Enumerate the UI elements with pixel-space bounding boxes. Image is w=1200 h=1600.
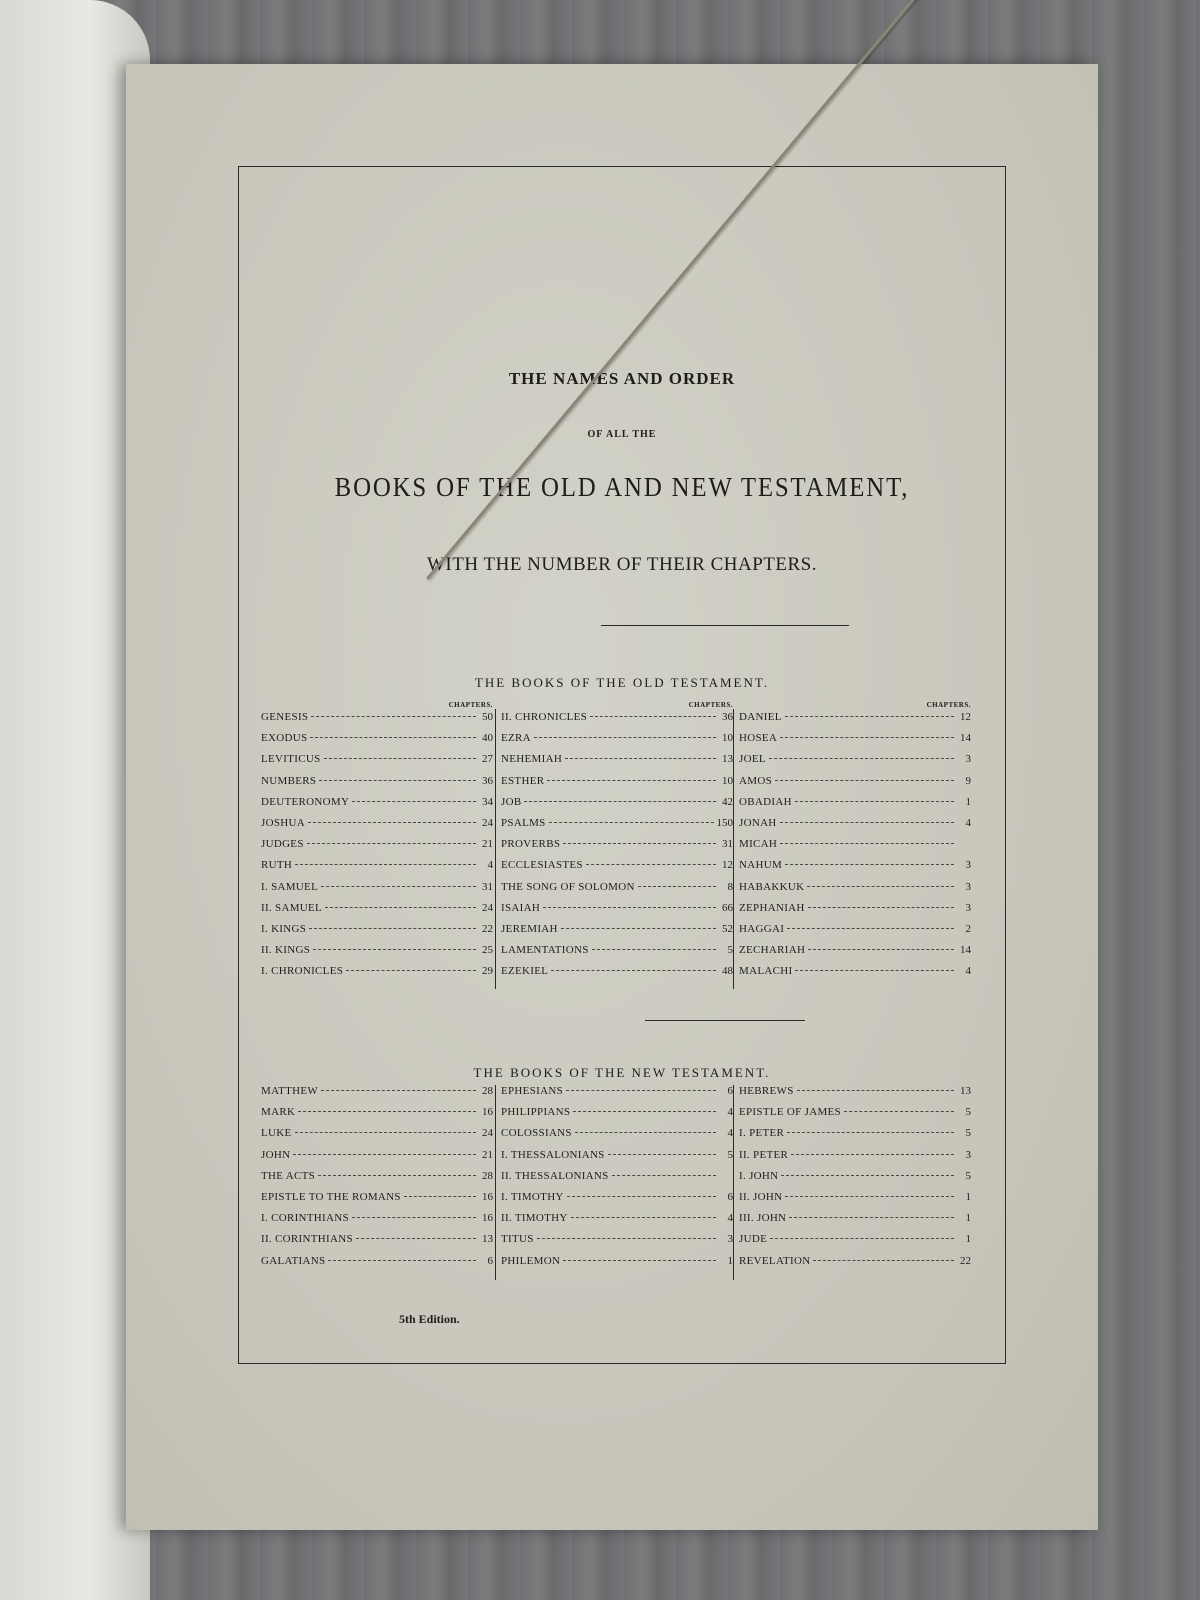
leader-dots <box>573 1111 716 1112</box>
chapter-count: 28 <box>482 1085 493 1097</box>
book-name: HAGGAI <box>739 922 785 935</box>
book-name: II. KINGS <box>261 944 311 957</box>
leader-dots <box>346 970 476 971</box>
book-name: I. KINGS <box>261 922 307 935</box>
chapter-count: 14 <box>960 944 971 957</box>
book-name: AMOS <box>739 774 772 787</box>
book-name: I. THESSALONIANS <box>501 1148 605 1161</box>
leader-dots <box>775 780 954 781</box>
leader-dots <box>308 822 476 823</box>
leader-dots <box>780 737 954 738</box>
chapter-count: 24 <box>482 816 493 829</box>
book-name: II. PETER <box>739 1148 789 1161</box>
leader-dots <box>769 758 954 759</box>
book-row <box>739 1170 971 1191</box>
book-name: III. JOHN <box>739 1212 787 1225</box>
book-name: DANIEL <box>739 711 782 723</box>
chapter-count: 5 <box>965 1106 971 1119</box>
leader-dots <box>844 1111 954 1112</box>
book-name: LUKE <box>261 1127 292 1140</box>
book-name: DEUTERONOMY <box>261 795 350 808</box>
book-name: I. SAMUEL <box>261 880 319 893</box>
book-name: I. JOHN <box>739 1169 779 1182</box>
leader-dots <box>787 1132 954 1133</box>
book-name: HOSEA <box>739 732 778 745</box>
book-row <box>501 1149 733 1170</box>
book-row <box>501 753 733 774</box>
leader-dots <box>808 949 954 950</box>
leader-dots <box>298 1111 476 1112</box>
book-row <box>739 1212 971 1233</box>
book-name: I. PETER <box>739 1127 785 1140</box>
book-row <box>261 1212 493 1233</box>
book-row <box>501 1191 733 1212</box>
leader-dots <box>795 801 954 802</box>
book-name: MICAH <box>739 838 778 851</box>
chapter-count: 3 <box>965 753 971 766</box>
chapter-count: 29 <box>482 965 493 978</box>
book-row <box>739 881 971 902</box>
leader-dots <box>791 1154 954 1155</box>
chapter-count: 4 <box>965 816 971 829</box>
chapter-count: 24 <box>482 1127 493 1140</box>
book-name: GENESIS <box>261 711 309 723</box>
leader-dots <box>563 1260 716 1261</box>
leader-dots <box>608 1154 716 1155</box>
chapter-count: 13 <box>722 753 733 766</box>
leader-dots <box>789 1217 954 1218</box>
leader-dots <box>404 1196 476 1197</box>
book-name: EZRA <box>501 732 531 745</box>
book-row <box>739 1127 971 1148</box>
book-row <box>739 1191 971 1212</box>
chapter-count: 9 <box>965 774 971 787</box>
book-name: OBADIAH <box>739 795 792 808</box>
leader-dots <box>295 1132 476 1133</box>
book-row <box>739 1149 971 1170</box>
book-row <box>501 902 733 923</box>
leader-dots <box>586 864 716 865</box>
leader-dots <box>324 758 476 759</box>
leader-dots <box>319 780 476 781</box>
leader-dots <box>325 907 476 908</box>
book-name: II. TIMOTHY <box>501 1212 568 1225</box>
leader-dots <box>780 843 954 844</box>
book-row <box>501 1255 733 1276</box>
book-name: MATTHEW <box>261 1085 319 1097</box>
chapters-column-header: CHAPTERS. <box>926 701 971 709</box>
chapter-count: 27 <box>482 753 493 766</box>
leader-dots <box>780 822 954 823</box>
chapter-count: 12 <box>722 859 733 872</box>
book-column <box>261 1085 493 1276</box>
book-row <box>261 1127 493 1148</box>
chapter-count: 31 <box>482 880 493 893</box>
book-name: COLOSSIANS <box>501 1127 572 1140</box>
book-row <box>739 1085 971 1106</box>
divider-rule <box>645 1020 805 1021</box>
book-name: MARK <box>261 1106 296 1119</box>
book-row <box>261 1149 493 1170</box>
book-row <box>739 775 971 796</box>
book-name: ECCLESIASTES <box>501 859 583 872</box>
book-row <box>739 1106 971 1127</box>
leader-dots <box>590 716 716 717</box>
book-row <box>739 838 971 859</box>
book-row <box>261 902 493 923</box>
leader-dots <box>795 970 954 971</box>
book-name: II. CHRONICLES <box>501 711 588 723</box>
book-row <box>501 859 733 880</box>
leader-dots <box>566 1090 716 1091</box>
leader-dots <box>537 1238 716 1239</box>
leader-dots <box>551 970 716 971</box>
chapter-count: 13 <box>482 1233 493 1246</box>
title-line-4: WITH THE NUMBER OF THEIR CHAPTERS. <box>427 554 817 575</box>
chapter-count: 1 <box>727 1254 733 1267</box>
book-row <box>739 923 971 944</box>
book-row <box>501 1212 733 1233</box>
book-name: II. CORINTHIANS <box>261 1233 353 1246</box>
chapter-count: 14 <box>960 732 971 745</box>
leader-dots <box>524 801 716 802</box>
book-row <box>261 732 493 753</box>
book-row <box>261 1255 493 1276</box>
book-row <box>501 817 733 838</box>
leader-dots <box>328 1260 476 1261</box>
book-name: LAMENTATIONS <box>501 944 589 957</box>
edition-note: 5th Edition. <box>399 1312 460 1326</box>
book-row <box>261 965 493 986</box>
book-row <box>261 796 493 817</box>
book-row <box>261 1170 493 1191</box>
leader-dots <box>309 928 476 929</box>
book-name: EZEKIEL <box>501 965 549 978</box>
chapter-count: 52 <box>722 922 733 935</box>
chapter-count: 4 <box>965 965 971 978</box>
leader-dots <box>575 1132 716 1133</box>
chapter-count: 21 <box>482 1148 493 1161</box>
leader-dots <box>321 886 476 887</box>
chapter-count: 50 <box>482 711 493 723</box>
book-row <box>501 1170 733 1191</box>
book-column <box>261 701 493 986</box>
book-name: REVELATION <box>739 1254 811 1267</box>
column-divider <box>733 1085 734 1280</box>
leader-dots <box>321 1090 476 1091</box>
chapters-column-header: CHAPTERS. <box>688 701 733 709</box>
chapters-column-header: CHAPTERS. <box>448 701 493 709</box>
leader-dots <box>307 843 476 844</box>
leader-dots <box>543 907 716 908</box>
chapter-count: 3 <box>727 1233 733 1246</box>
book-name: THE ACTS <box>261 1169 316 1182</box>
book-name: II. THESSALONIANS <box>501 1169 609 1182</box>
book-row <box>739 859 971 880</box>
chapter-count: 4 <box>727 1106 733 1119</box>
leader-dots <box>781 1175 954 1176</box>
chapter-count: 12 <box>960 711 971 723</box>
book-name: HABAKKUK <box>739 880 805 893</box>
book-row <box>501 1085 733 1106</box>
chapter-count: 21 <box>482 838 493 851</box>
book-name: ISAIAH <box>501 901 541 914</box>
chapter-count: 40 <box>482 732 493 745</box>
chapter-count: 3 <box>965 880 971 893</box>
book-name: TITUS <box>501 1233 534 1246</box>
book-row <box>739 817 971 838</box>
book-column <box>501 1085 733 1276</box>
book-name: MALACHI <box>739 965 793 978</box>
book-name: JOSHUA <box>261 816 305 829</box>
chapter-count: 4 <box>727 1127 733 1140</box>
book-name: NUMBERS <box>261 774 317 787</box>
leader-dots <box>352 1217 476 1218</box>
book-row <box>739 732 971 753</box>
book-name: JUDGES <box>261 838 304 851</box>
book-name: ZEPHANIAH <box>739 901 805 914</box>
book-row <box>261 881 493 902</box>
leader-dots <box>571 1217 716 1218</box>
book-row <box>501 1106 733 1127</box>
chapter-count: 6 <box>727 1085 733 1097</box>
book-name: PHILEMON <box>501 1254 561 1267</box>
book-row <box>261 1106 493 1127</box>
chapter-count: 5 <box>727 944 733 957</box>
book-name: JEREMIAH <box>501 922 558 935</box>
chapter-count: 3 <box>965 859 971 872</box>
chapter-count: 4 <box>727 1212 733 1225</box>
leader-dots <box>770 1238 954 1239</box>
book-row <box>261 838 493 859</box>
book-name: EPISTLE TO THE ROMANS <box>261 1190 401 1203</box>
book-name: NAHUM <box>739 859 783 872</box>
leader-dots <box>534 737 716 738</box>
column-divider <box>495 709 496 989</box>
leader-dots <box>561 928 716 929</box>
leader-dots <box>565 758 716 759</box>
book-column <box>739 701 971 986</box>
book-row <box>739 753 971 774</box>
book-name: I. CHRONICLES <box>261 965 344 978</box>
book-name: II. SAMUEL <box>261 901 323 914</box>
leader-dots <box>638 886 716 887</box>
chapter-count: 28 <box>482 1169 493 1182</box>
book-name: EXODUS <box>261 732 308 745</box>
chapter-count: 16 <box>482 1190 493 1203</box>
leader-dots <box>549 822 714 823</box>
book-name: EPISTLE OF JAMES <box>739 1106 841 1119</box>
leader-dots <box>310 737 476 738</box>
chapter-count: 3 <box>965 1148 971 1161</box>
book-name: RUTH <box>261 859 293 872</box>
book-row <box>739 796 971 817</box>
book-row <box>261 1191 493 1212</box>
page-title: BOOKS OF THE OLD AND NEW TESTAMENT, <box>334 472 910 502</box>
leader-dots <box>311 716 476 717</box>
book-row <box>739 902 971 923</box>
book-name: JOHN <box>261 1148 291 1161</box>
chapter-count: 150 <box>716 816 733 829</box>
book-name: GALATIANS <box>261 1254 326 1267</box>
leader-dots <box>293 1154 476 1155</box>
book-column <box>739 1085 971 1276</box>
book-row <box>261 711 493 732</box>
book-row <box>501 965 733 986</box>
book-row <box>739 1255 971 1276</box>
book-name: JUDE <box>739 1233 768 1246</box>
book-row <box>261 944 493 965</box>
chapter-count: 8 <box>727 880 733 893</box>
book-row <box>501 711 733 732</box>
book-row <box>501 732 733 753</box>
book-row <box>261 753 493 774</box>
new-testament-heading: THE BOOKS OF THE NEW TESTAMENT. <box>473 1065 771 1080</box>
title-line-2: OF ALL THE <box>587 429 657 440</box>
book-row <box>501 881 733 902</box>
book-row <box>739 965 971 986</box>
book-name: LEVITICUS <box>261 753 321 766</box>
book-name: ESTHER <box>501 774 545 787</box>
chapter-count: 66 <box>722 901 733 914</box>
book-name: JONAH <box>739 816 777 829</box>
leader-dots <box>808 907 954 908</box>
book-row <box>739 1233 971 1254</box>
chapter-count: 16 <box>482 1212 493 1225</box>
chapter-count: 25 <box>482 944 493 957</box>
chapter-count: 16 <box>482 1106 493 1119</box>
book-name: HEBREWS <box>739 1085 794 1097</box>
leader-dots <box>785 716 954 717</box>
chapter-count: 31 <box>722 838 733 851</box>
leader-dots <box>807 886 954 887</box>
chapter-count: 22 <box>960 1254 971 1267</box>
chapter-count: 1 <box>965 1190 971 1203</box>
leader-dots <box>797 1090 954 1091</box>
book-name: I. CORINTHIANS <box>261 1212 349 1225</box>
book-row <box>501 944 733 965</box>
book-row <box>501 923 733 944</box>
book-row <box>261 859 493 880</box>
leader-dots <box>313 949 476 950</box>
book-name: NEHEMIAH <box>501 753 563 766</box>
book-name: II. JOHN <box>739 1190 783 1203</box>
chapter-count: 5 <box>965 1169 971 1182</box>
book-row <box>261 1233 493 1254</box>
leader-dots <box>352 801 476 802</box>
book-row <box>501 796 733 817</box>
book-row <box>739 944 971 965</box>
chapter-count: 34 <box>482 795 493 808</box>
leader-dots <box>612 1175 716 1176</box>
chapter-count: 6 <box>487 1254 493 1267</box>
chapter-count: 3 <box>965 901 971 914</box>
book-row <box>261 1085 493 1106</box>
book-name: EPHESIANS <box>501 1085 563 1097</box>
chapter-count: 10 <box>722 774 733 787</box>
chapter-count: 5 <box>965 1127 971 1140</box>
book-name: JOB <box>501 795 522 808</box>
chapter-count: 48 <box>722 965 733 978</box>
leader-dots <box>563 843 716 844</box>
book-name: I. TIMOTHY <box>501 1190 564 1203</box>
chapter-count: 36 <box>722 711 733 723</box>
title-line-1: THE NAMES AND ORDER <box>508 369 736 388</box>
book-column <box>501 701 733 986</box>
chapter-count: 22 <box>482 922 493 935</box>
book-row <box>501 775 733 796</box>
book-name: PHILIPPIANS <box>501 1106 571 1119</box>
chapter-count: 2 <box>965 922 971 935</box>
chapter-count: 1 <box>965 795 971 808</box>
leader-dots <box>787 928 954 929</box>
chapter-count: 42 <box>722 795 733 808</box>
book-row <box>261 775 493 796</box>
leader-dots <box>785 864 954 865</box>
chapter-count: 13 <box>960 1085 971 1097</box>
leader-dots <box>592 949 716 950</box>
book-row <box>739 711 971 732</box>
book-page <box>126 64 1098 1530</box>
chapter-count: 10 <box>722 732 733 745</box>
leader-dots <box>356 1238 476 1239</box>
chapter-count: 1 <box>965 1212 971 1225</box>
book-name: JOEL <box>739 753 766 766</box>
book-name: ZECHARIAH <box>739 944 806 957</box>
chapter-count: 1 <box>965 1233 971 1246</box>
leader-dots <box>785 1196 954 1197</box>
book-name: PSALMS <box>501 816 546 829</box>
book-name: THE SONG OF SOLOMON <box>501 880 635 893</box>
old-testament-heading: THE BOOKS OF THE OLD TESTAMENT. <box>474 675 770 690</box>
chapter-count: 24 <box>482 901 493 914</box>
book-row <box>261 817 493 838</box>
leader-dots <box>813 1260 954 1261</box>
leader-dots <box>547 780 716 781</box>
book-name: PROVERBS <box>501 838 561 851</box>
chapter-count: 5 <box>727 1148 733 1161</box>
book-row <box>501 1233 733 1254</box>
leader-dots <box>318 1175 476 1176</box>
column-divider <box>733 709 734 989</box>
chapter-count: 6 <box>727 1190 733 1203</box>
chapter-count: 4 <box>487 859 493 872</box>
leader-dots <box>567 1196 716 1197</box>
book-row <box>501 1127 733 1148</box>
chapter-count: 36 <box>482 774 493 787</box>
column-divider <box>495 1085 496 1280</box>
book-row <box>501 838 733 859</box>
divider-rule <box>601 625 849 626</box>
book-row <box>261 923 493 944</box>
leader-dots <box>295 864 476 865</box>
